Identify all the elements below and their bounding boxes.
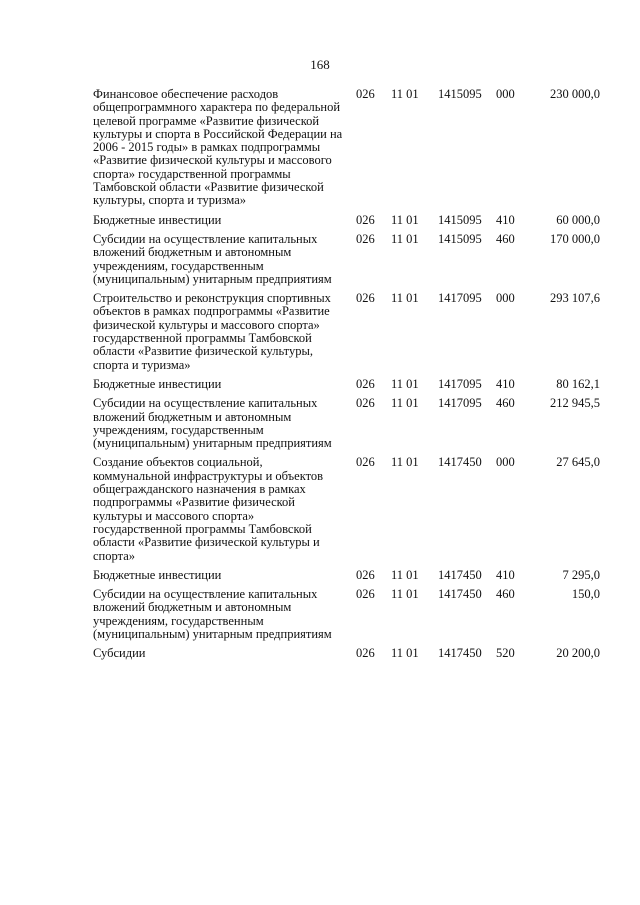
row-sum: 7 295,0 xyxy=(562,567,600,582)
row-name: Бюджетные инвестиции xyxy=(93,567,222,582)
table-row xyxy=(93,233,600,286)
row-target-article: 1415095 xyxy=(438,231,482,246)
row-expense-type: 460 xyxy=(496,231,515,246)
row-name: Строительство и реконструкция спортивных объектов в рамках подпрограммы «Развитие физической культуры и массового спорта» государственной программы Тамбовской области «Развитие физической культуры, спорта и туризма» xyxy=(93,291,331,372)
table-row xyxy=(93,214,600,227)
row-sum: 212 945,5 xyxy=(550,396,600,411)
table-row xyxy=(93,647,600,660)
row-sum: 230 000,0 xyxy=(550,87,600,101)
table-row xyxy=(93,588,600,641)
row-section: 11 01 xyxy=(391,87,419,101)
row-target-article: 1415095 xyxy=(438,87,482,101)
row-ved: 026 xyxy=(356,291,375,306)
row-ved: 026 xyxy=(356,231,375,246)
row-expense-type: 460 xyxy=(496,587,515,602)
row-section: 11 01 xyxy=(391,396,419,411)
table-row xyxy=(93,88,600,208)
row-expense-type: 410 xyxy=(496,212,515,227)
row-section: 11 01 xyxy=(391,231,419,246)
row-target-article: 1417450 xyxy=(438,646,482,661)
row-ved: 026 xyxy=(356,567,375,582)
row-ved: 026 xyxy=(356,376,375,391)
row-section: 11 01 xyxy=(391,376,419,391)
row-section: 11 01 xyxy=(391,646,419,661)
table-row xyxy=(93,456,600,562)
row-target-article: 1417095 xyxy=(438,396,482,411)
row-name: Субсидии xyxy=(93,646,146,661)
table-row xyxy=(93,569,600,582)
row-expense-type: 000 xyxy=(496,291,515,306)
row-expense-type: 000 xyxy=(496,455,515,470)
row-target-article: 1417450 xyxy=(438,567,482,582)
row-expense-type: 410 xyxy=(496,376,515,391)
row-expense-type: 460 xyxy=(496,396,515,411)
budget-table xyxy=(93,88,600,667)
row-sum: 293 107,6 xyxy=(550,291,600,306)
row-ved: 026 xyxy=(356,455,375,470)
row-target-article: 1417095 xyxy=(438,291,482,306)
row-expense-type: 520 xyxy=(496,646,515,661)
row-sum: 60 000,0 xyxy=(556,212,600,227)
row-name: Бюджетные инвестиции xyxy=(93,212,222,227)
row-target-article: 1417450 xyxy=(438,455,482,470)
table-row xyxy=(93,397,600,450)
row-section: 11 01 xyxy=(391,212,419,227)
row-ved: 026 xyxy=(356,646,375,661)
row-sum: 170 000,0 xyxy=(550,231,600,246)
row-section: 11 01 xyxy=(391,567,419,582)
table-row xyxy=(93,378,600,391)
row-ved: 026 xyxy=(356,396,375,411)
row-name: Финансовое обеспечение расходов общепрограммного характера по федеральной целевой программе «Развитие физической культуры и спорта в Российской Федерации на 2006 - 2015 годы» в рамках подпрограммы «Развитие физической культуры и массового спорта» государственной программы Тамбовской области «Развитие физической культуры, спорта и туризма» xyxy=(93,87,343,208)
row-section: 11 01 xyxy=(391,291,419,306)
row-name: Субсидии на осуществление капитальных вложений бюджетным и автономным учреждениям, государственным (муниципальным) унитарным предприятиям xyxy=(93,587,332,641)
row-sum: 80 162,1 xyxy=(556,376,600,391)
row-name: Субсидии на осуществление капитальных вложений бюджетным и автономным учреждениям, государственным (муниципальным) унитарным предприятиям xyxy=(93,396,332,451)
row-name: Создание объектов социальной, коммунальной инфраструктуры и объектов общегражданского назначения в рамках подпрограммы «Развитие физической культуры и массового спорта» государственной программы Тамбовской области «Развитие физической культуры и спорта» xyxy=(93,455,324,563)
row-sum: 150,0 xyxy=(571,587,600,602)
row-name: Бюджетные инвестиции xyxy=(93,376,222,391)
row-expense-type: 410 xyxy=(496,567,515,582)
row-ved: 026 xyxy=(356,587,375,602)
table-row xyxy=(93,292,600,372)
row-sum: 27 645,0 xyxy=(556,455,600,470)
row-sum: 20 200,0 xyxy=(556,646,600,661)
row-ved: 026 xyxy=(356,212,375,227)
row-section: 11 01 xyxy=(391,587,419,602)
row-section: 11 01 xyxy=(391,455,419,470)
row-name: Субсидии на осуществление капитальных вложений бюджетным и автономным учреждениям, государственным (муниципальным) унитарным предприятиям xyxy=(93,231,332,286)
row-target-article: 1417095 xyxy=(438,376,482,391)
row-expense-type: 000 xyxy=(496,87,515,101)
row-target-article: 1417450 xyxy=(438,587,482,602)
page-number: 168 xyxy=(310,57,330,72)
row-target-article: 1415095 xyxy=(438,212,482,227)
row-ved: 026 xyxy=(356,87,375,101)
